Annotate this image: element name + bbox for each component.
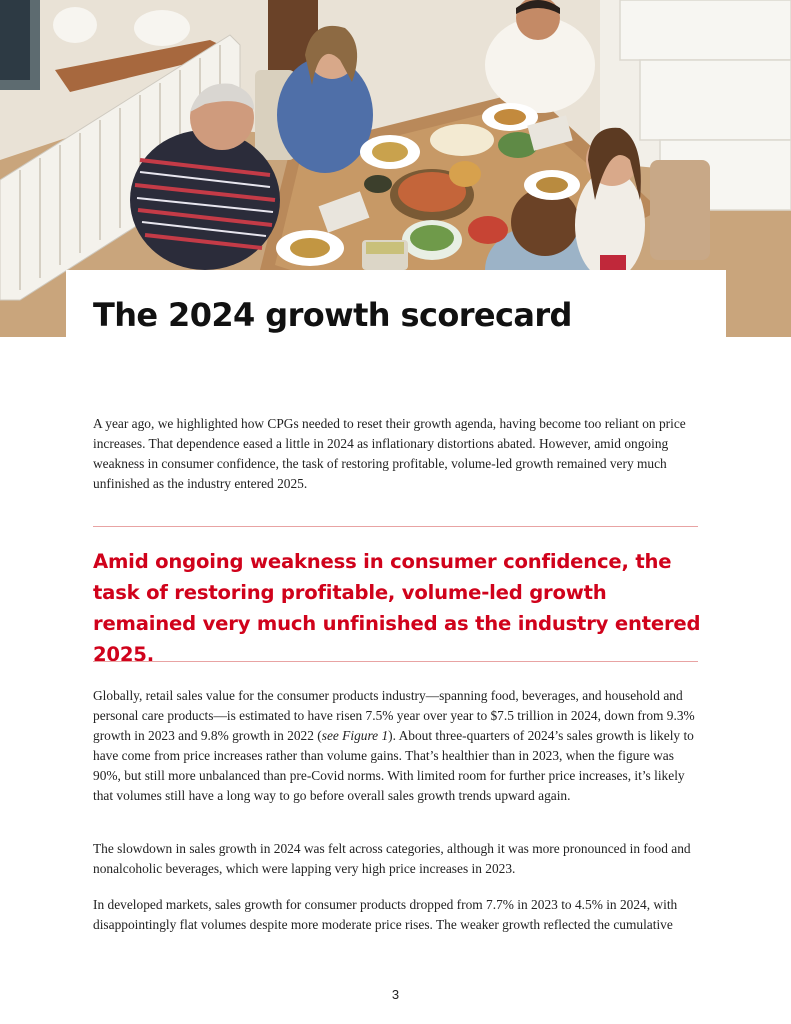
body-paragraph-1 <box>93 686 703 806</box>
divider-bottom <box>93 661 698 662</box>
title-card <box>66 270 726 350</box>
intro-paragraph: A year ago, we highlighted how CPGs needed to reset their growth agenda, having become too reliant on price increases. That dependence eased a little in 2024 as inflationary distortions abated. However, amid ongoing weakness in consumer confidence, the task of restoring profitable, volume-led growth remained very much unfinished as the industry entered 2025. <box>93 416 686 491</box>
divider-top <box>93 526 698 527</box>
body-paragraph-1-text: Globally, retail sales value for the consumer products industry—spanning food, beverages, and household and personal care products—is estimated to have risen 7.5% year over year to $7.5 trillion in 2024, down from 9.3% growth in 2023 and 9.8% growth in 2022 ( <box>93 688 695 743</box>
body-paragraph-3: In developed markets, sales growth for consumer products dropped from 7.7% in 2023 to 4.5% in 2024, with disappointingly flat volumes despite more moderate price rises. The weaker growth reflected the cumulative <box>93 897 678 932</box>
figure-reference-link[interactable]: see Figure 1 <box>321 728 389 743</box>
body-paragraph-2: The slowdown in sales growth in 2024 was felt across categories, although it was more pronounced in food and nonalcoholic beverages, which were lapping very high price increases in 2023. <box>93 841 691 876</box>
page-number: 3 <box>391 987 400 1002</box>
page-title: The 2024 growth scorecard <box>93 296 572 334</box>
pull-quote: Amid ongoing weakness in consumer confidence, the task of restoring profitable, volume-led growth remained very much unfinished as the industry entered 2025. <box>93 550 701 666</box>
body-paragraph-1-text-cont: ). About three-quarters of 2024’s sales growth is likely to have come from price increases rather than volume gains. That’s healthier than in 2023, when the figure was 90%, but still more unbalanced than pre-Covid norms. With limited room for further price increases, it’s likely that volumes still have a long way to go before overall sales growth trends upward again. <box>93 728 694 803</box>
